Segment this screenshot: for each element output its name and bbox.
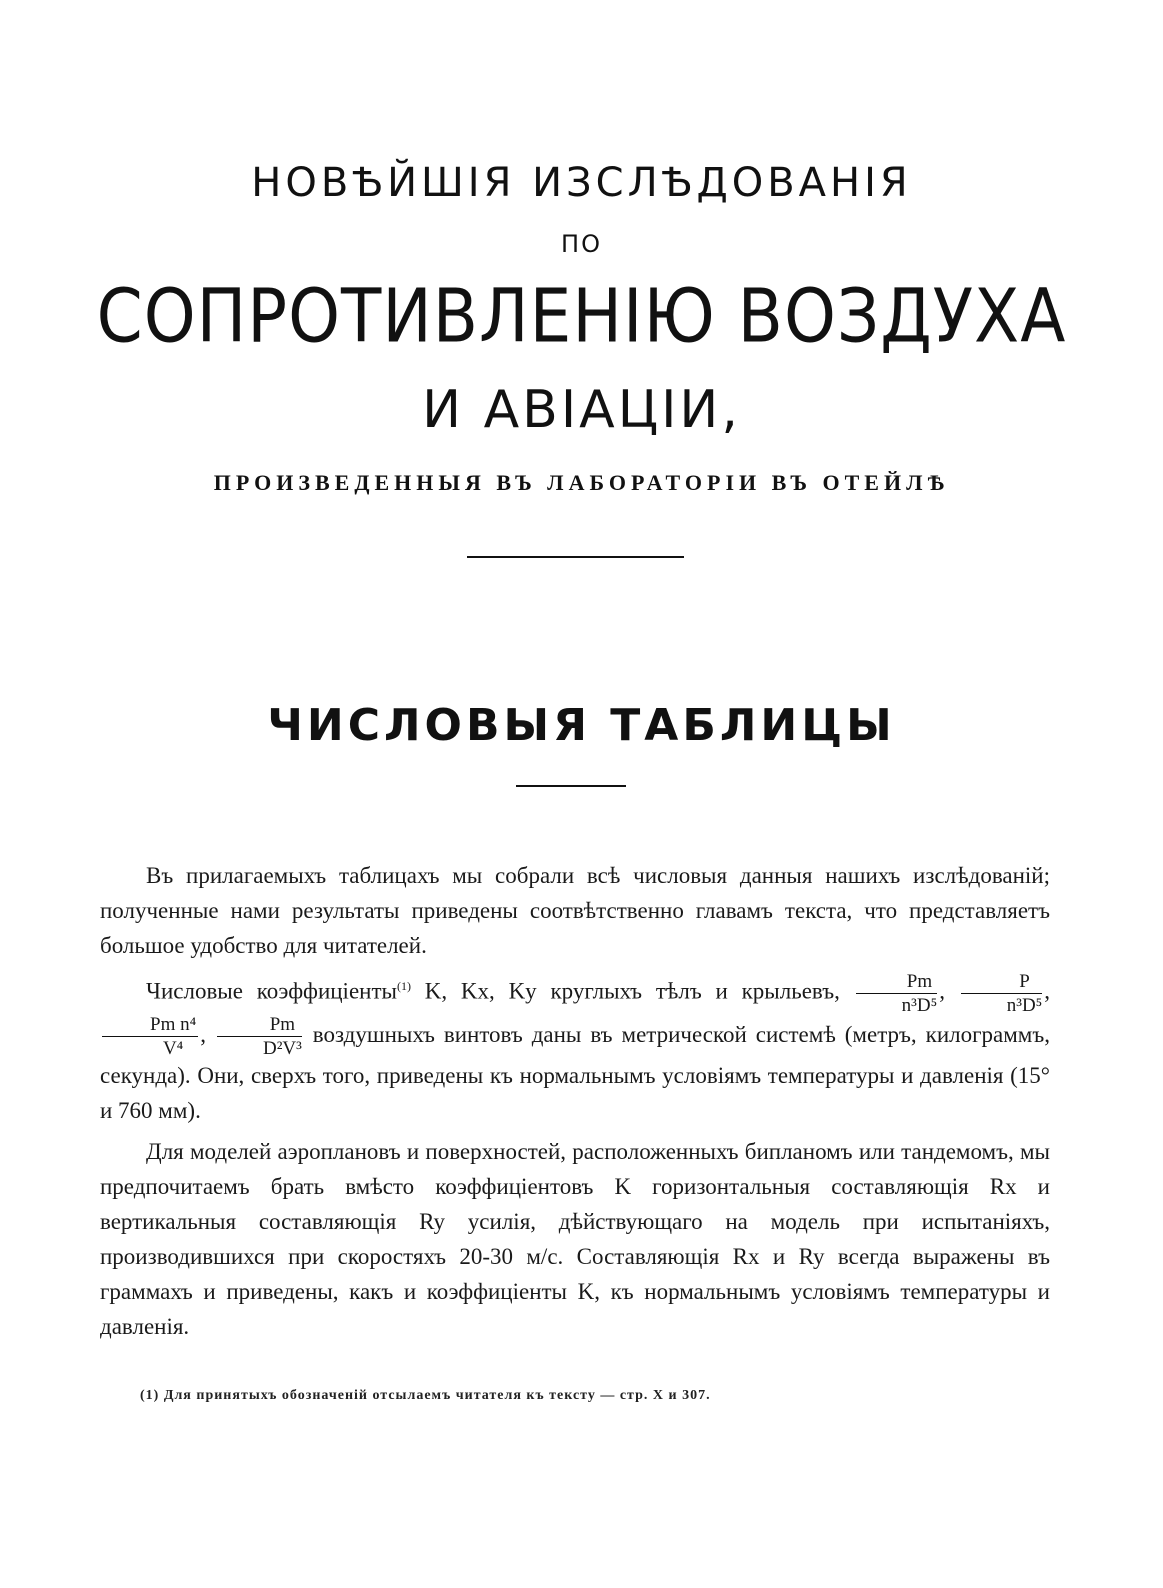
fraction-2 (961, 972, 1043, 1015)
footnote: (1) Для принятыхъ обозначеній отсылаемъ читателя къ тексту — стр. X и 307. (140, 1388, 711, 1403)
paragraph-2-lead: Числовые коэффиціенты (146, 978, 397, 1004)
paragraph-2: Числовые коэффиціенты$^{(1)}$ K, Kx, Ky круглыхъ тѣлъ и крыльевъ, $\frac{Pm}{\text{n³D⁵}}$ , $\frac{P}{\text{n³D⁵}}$ , $\frac{\text{Pm n⁴}}{\text{V⁴}}$ , $\frac{Pm}{\text{D²V³}}$ воздушныхъ винтовъ даны въ метрической системѣ (метръ, килограммъ, секунда). Они, сверхъ того, приведены къ нормальнымъ условіямъ температуры и давленія (15° и 760 мм). (100, 970, 1051, 1123)
fraction-1 (856, 972, 938, 1015)
fraction-3-num: Pm n⁴ (102, 1015, 198, 1037)
fraction-4-num: Pm (217, 1015, 302, 1037)
title-main: СОПРОТИВЛЕНІЮ ВОЗДУХА (96, 273, 1067, 360)
section-title: ЧИСЛОВЫЯ ТАБЛИЦЫ (267, 700, 896, 751)
paragraph-3: Для моделей аэроплановъ и поверхностей, расположенныхъ бипланомъ или тандемомъ, мы предпочитаемъ брать вмѣсто коэффиціентовъ K горизонтальныя составляющія Rx и вертикальныя составляющія Ry усилія, дѣйствующаго на модель при испытаніяхъ, производившихся при скоростяхъ 20-30 м/с. Составляющія Rx и Ry всегда выражены въ граммахъ и приведены, какъ и коэффиціенты K, къ нормальнымъ условіямъ температуры и давленія. (100, 1138, 1050, 1339)
paragraph-1: Въ прилагаемыхъ таблицахъ мы собрали всѣ числовыя данныя нашихъ изслѣдованій; полученные нами результаты приведены соотвѣтственно главамъ текста, что представляетъ большое удобство для читателей. (100, 863, 1050, 958)
fraction-4-den: D²V³ (262, 1037, 302, 1059)
fraction-1-num: Pm (856, 972, 938, 994)
paragraph-2-rest: воздушныхъ винтовъ даны въ метрической системѣ (метръ, килограммъ, секунда). Они, сверхъ того, приведены къ нормальнымъ условіямъ температуры и давленія (15° и 760 мм). (100, 1021, 1051, 1123)
body-text (100, 858, 1050, 1350)
paragraph-2-coeffs: K, Kx, Ky круглыхъ тѣлъ и крыльевъ, (424, 978, 840, 1004)
divider-rule (467, 556, 684, 558)
title-po: ПО (561, 230, 602, 258)
title-avia: И АВІАЦІИ, (422, 380, 741, 440)
fraction-3 (102, 1015, 198, 1058)
divider-rule-short (516, 785, 626, 787)
fraction-2-den: n³D⁵ (1006, 994, 1043, 1016)
fraction-2-num: P (961, 972, 1043, 994)
fraction-4 (217, 1015, 302, 1058)
title-top: НОВѢЙШІЯ ИЗСЛѢДОВАНІЯ (251, 160, 912, 206)
fraction-1-den: n³D⁵ (901, 994, 938, 1016)
footnote-ref: (1) (396, 979, 411, 993)
fraction-3-den: V⁴ (162, 1037, 184, 1059)
subtitle: ПРОИЗВЕДЕННЫЯ ВЪ ЛАБОРАТОРІИ ВЪ ОТЕЙЛѢ (213, 470, 950, 495)
